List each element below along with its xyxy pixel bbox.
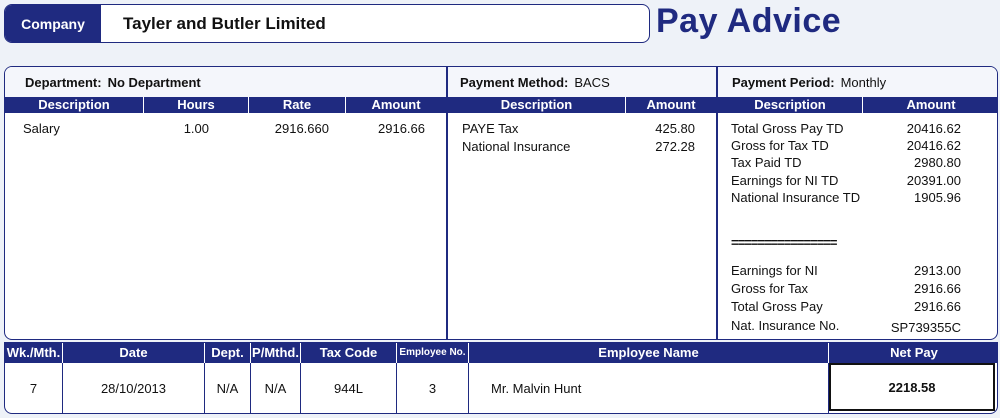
deductions-column-headers — [448, 97, 716, 113]
page-title: Pay Advice — [656, 2, 842, 40]
employee-number-value: 3 — [397, 363, 469, 414]
column-header: Dept. — [205, 343, 251, 363]
payment-period-label: Payment Period: — [732, 74, 835, 90]
company-box — [4, 4, 650, 43]
divider — [446, 67, 448, 339]
total-amount: 1905.96 — [914, 190, 961, 205]
total-amount: 20416.62 — [906, 138, 961, 153]
ni-number: SP739355C — [890, 320, 961, 335]
payment-period-value: Monthly — [840, 74, 887, 90]
tax-code-value: 944L — [301, 363, 397, 414]
separator-line: ================ — [731, 235, 837, 250]
company-name: Tayler and Butler Limited — [123, 13, 326, 33]
total-amount: 20416.62 — [906, 121, 961, 136]
total-amount: 20391.00 — [906, 173, 961, 188]
pay-details-panel — [4, 66, 998, 340]
column-header: Description — [5, 97, 144, 113]
total-amount: 2916.66 — [914, 281, 961, 296]
total-description: Tax Paid TD — [731, 155, 802, 170]
deduction-amount: 272.28 — [655, 139, 695, 154]
column-header: Net Pay — [890, 345, 938, 360]
column-header: Wk./Mth. — [5, 343, 63, 363]
column-header: Description — [448, 97, 626, 113]
employee-name-value: Mr. Malvin Hunt — [469, 363, 829, 414]
total-description: Total Gross Pay TD — [731, 121, 844, 136]
total-amount: 2916.66 — [914, 299, 961, 314]
total-description: Earnings for NI TD — [731, 173, 839, 188]
column-header: Description — [718, 97, 863, 113]
earning-rate: 2916.660 — [274, 121, 329, 136]
deduction-description: PAYE Tax — [462, 121, 519, 136]
earning-description: Salary — [23, 121, 60, 136]
total-description: Total Gross Pay — [731, 299, 823, 314]
net-pay-value: 2218.58 — [829, 363, 995, 411]
payment-period-header — [718, 67, 998, 97]
summary-column-headers — [5, 343, 998, 363]
department-column-headers — [5, 97, 446, 113]
total-description: National Insurance TD — [731, 190, 861, 205]
payment-method-label: Payment Method: — [460, 74, 569, 90]
column-header: Hours — [144, 97, 249, 113]
deduction-amount: 425.80 — [655, 121, 695, 136]
total-description: Earnings for NI — [731, 263, 818, 278]
earning-amount: 2916.66 — [378, 121, 425, 136]
payment-method-header — [448, 67, 716, 97]
column-header: Tax Code — [301, 343, 397, 363]
employee-summary — [4, 342, 998, 414]
total-amount: 2913.00 — [914, 263, 961, 278]
payment-method-value: BACS — [574, 74, 610, 90]
column-header: P/Mthd. — [251, 343, 301, 363]
column-header: Amount — [906, 97, 956, 112]
department-value: No Department — [107, 74, 201, 90]
pay-method-value: N/A — [251, 363, 301, 414]
total-description: Gross for Tax TD — [731, 138, 829, 153]
total-description: Gross for Tax — [731, 281, 809, 296]
deduction-description: National Insurance — [462, 139, 571, 154]
column-header: Employee No. — [397, 343, 469, 363]
department-label: Department: — [25, 74, 102, 90]
divider — [716, 67, 718, 339]
earning-hours: 1.00 — [183, 121, 209, 136]
totals-column-headers — [718, 97, 998, 113]
department-header — [5, 67, 446, 97]
column-header: Date — [63, 343, 205, 363]
total-amount: 2980.80 — [914, 155, 961, 170]
week-month-value: 7 — [5, 363, 63, 414]
dept-value: N/A — [205, 363, 251, 414]
company-label: Company — [5, 5, 101, 42]
column-header: Employee Name — [469, 343, 829, 363]
date-value: 28/10/2013 — [63, 363, 205, 414]
column-header: Amount — [646, 97, 696, 112]
total-description: Nat. Insurance No. — [731, 318, 840, 333]
column-header: Rate — [249, 97, 346, 113]
column-header: Amount — [371, 97, 421, 112]
